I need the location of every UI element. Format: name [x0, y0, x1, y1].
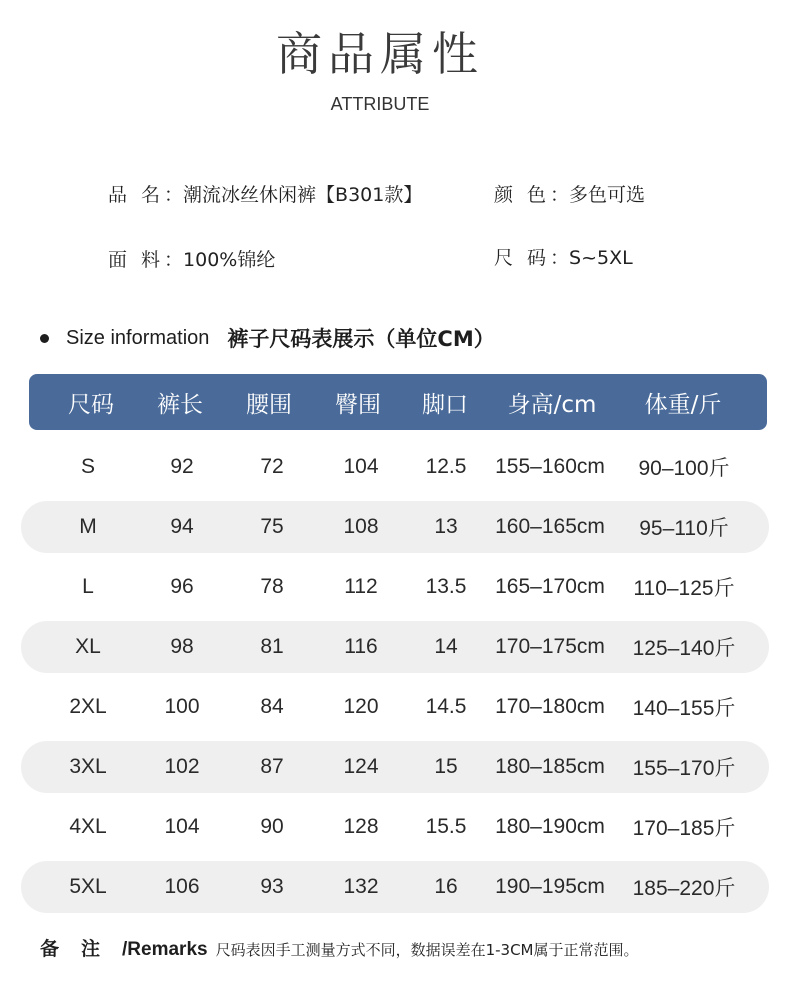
table-cell: 14: [434, 635, 458, 658]
table-row: [21, 801, 769, 853]
table-cell: 98: [170, 635, 194, 658]
attribute-key: 面 料: [108, 249, 165, 271]
table-cell: S: [80, 455, 96, 478]
bullet-icon: [40, 334, 49, 343]
table-cell: 92: [170, 455, 194, 478]
remarks: [40, 934, 639, 961]
attribute-value: ：多色可选: [550, 184, 646, 206]
size-table-header: [29, 374, 767, 430]
table-cell: 78: [260, 575, 284, 598]
table-row: [21, 621, 769, 673]
table-cell: 14.5: [425, 695, 467, 718]
attribute-product-name: [108, 180, 422, 207]
table-cell: 108: [343, 515, 379, 538]
table-cell: 81: [260, 635, 284, 658]
table-cell: 132: [343, 875, 379, 898]
table-row: [21, 441, 769, 493]
attribute-size-range: [494, 243, 633, 270]
table-cell: 104: [343, 455, 379, 478]
remarks-label: 备注: [40, 938, 123, 960]
header-cell: 身高/cm: [507, 391, 597, 418]
section-title-chinese: 裤子尺码表展示（单位CM）: [227, 327, 495, 351]
table-cell: 110–125斤: [633, 577, 735, 600]
attribute-value: ：潮流冰丝休闲裤【B301款】: [164, 184, 423, 206]
attribute-key: 尺 码: [494, 247, 551, 269]
table-cell: XL: [75, 635, 101, 658]
table-cell: 5XL: [69, 875, 107, 898]
attribute-value: ：100%锦纶: [164, 249, 276, 271]
attribute-value: ：S~5XL: [550, 247, 633, 269]
header-cell: 臀围: [335, 391, 381, 418]
table-cell: 180–190cm: [495, 815, 605, 838]
table-cell: 94: [170, 515, 194, 538]
table-row: [21, 741, 769, 793]
table-cell: 170–185斤: [632, 817, 736, 840]
table-cell: 155–160cm: [495, 455, 605, 478]
page-subtitle: ATTRIBUTE: [330, 94, 430, 114]
header-cell: 脚口: [422, 391, 468, 418]
table-cell: 190–195cm: [495, 875, 605, 898]
table-cell: 100: [164, 695, 200, 718]
table-cell: 90–100斤: [638, 457, 730, 480]
header-cell: 腰围: [246, 391, 292, 418]
header-cell: 裤长: [157, 391, 203, 418]
table-cell: 15: [434, 755, 458, 778]
table-cell: 112: [344, 575, 378, 598]
table-cell: 16: [434, 875, 458, 898]
table-cell: 13: [434, 515, 458, 538]
page-title: 商品属性: [276, 27, 484, 81]
table-cell: 15.5: [425, 815, 467, 838]
table-cell: 106: [164, 875, 200, 898]
attribute-color: [494, 180, 645, 207]
table-cell: 96: [170, 575, 194, 598]
table-cell: 87: [260, 755, 284, 778]
remarks-text: 尺码表因手工测量方式不同，数据误差在1-3CM属于正常范围。: [215, 941, 639, 959]
header-cell: 尺码: [68, 391, 114, 418]
table-cell: 2XL: [69, 695, 107, 718]
table-cell: 104: [164, 815, 200, 838]
table-cell: 165–170cm: [495, 575, 605, 598]
table-cell: 140–155斤: [632, 697, 736, 720]
table-cell: 84: [260, 695, 284, 718]
table-row: [21, 681, 769, 733]
table-cell: 90: [260, 815, 284, 838]
table-cell: 4XL: [69, 815, 107, 838]
size-info-heading: [40, 322, 495, 354]
table-row: [21, 861, 769, 913]
section-title-english: Size information: [66, 326, 210, 349]
table-cell: 124: [343, 755, 379, 778]
attribute-key: 品 名: [108, 184, 165, 206]
header-cell: 体重/斤: [644, 391, 722, 418]
table-cell: M: [79, 515, 97, 538]
table-row: [21, 561, 769, 613]
remarks-label-english: /Remarks: [122, 939, 208, 960]
attribute-fabric: [108, 245, 275, 272]
table-cell: 93: [260, 875, 284, 898]
table-cell: 3XL: [69, 755, 107, 778]
table-cell: 95–110斤: [639, 517, 729, 540]
table-cell: 128: [343, 815, 379, 838]
attribute-key: 颜 色: [494, 184, 551, 206]
table-cell: L: [82, 575, 94, 598]
table-cell: 160–165cm: [495, 515, 605, 538]
table-row: [21, 501, 769, 553]
table-cell: 180–185cm: [495, 755, 605, 778]
table-cell: 12.5: [425, 455, 467, 478]
table-cell: 75: [260, 515, 284, 538]
table-cell: 170–175cm: [495, 635, 605, 658]
table-cell: 170–180cm: [495, 695, 605, 718]
table-cell: 155–170斤: [632, 757, 736, 780]
table-cell: 120: [343, 695, 379, 718]
table-cell: 185–220斤: [632, 877, 736, 900]
table-cell: 102: [164, 755, 200, 778]
table-cell: 125–140斤: [632, 637, 736, 660]
table-cell: 116: [344, 635, 378, 658]
table-cell: 72: [260, 455, 284, 478]
table-cell: 13.5: [425, 575, 467, 598]
